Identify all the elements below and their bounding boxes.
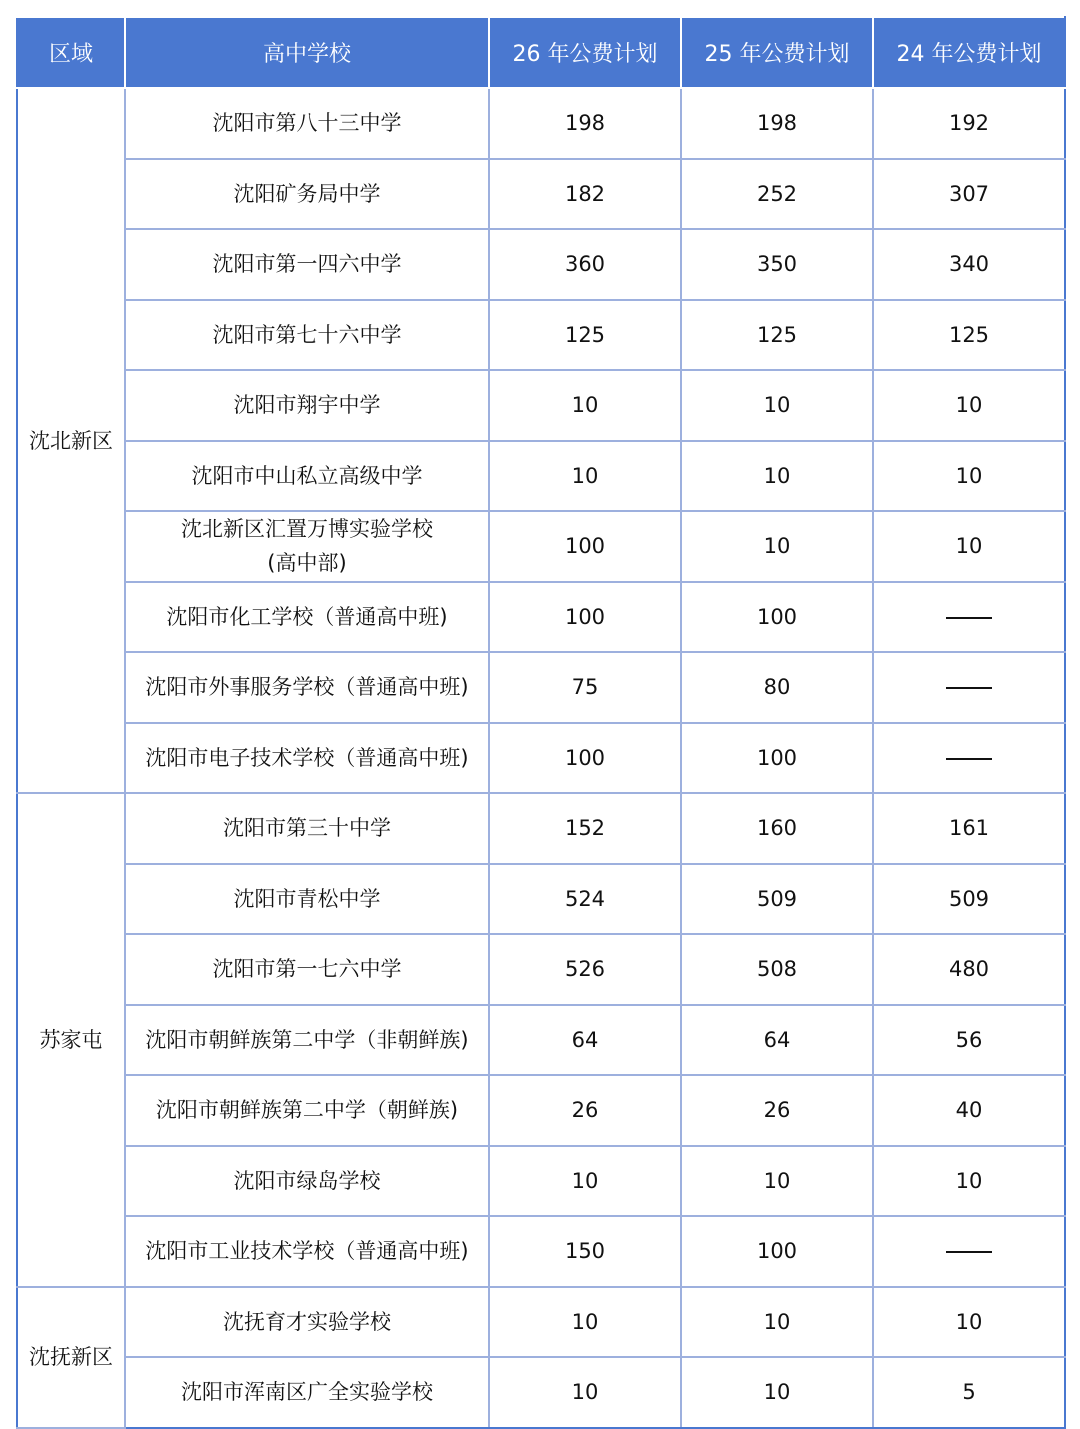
quota-y26-cell: 10 <box>489 441 681 512</box>
quota-y26-cell: 64 <box>489 1005 681 1076</box>
quota-y25-cell: 10 <box>681 441 873 512</box>
quota-y25-cell: 26 <box>681 1075 873 1146</box>
header-region: 区域 <box>17 17 125 88</box>
quota-y26-cell: 182 <box>489 159 681 230</box>
school-name-cell: 沈北新区汇置万博实验学校 (高中部) <box>125 511 489 582</box>
table-row <box>17 723 1065 794</box>
quota-y26-cell: 10 <box>489 1146 681 1217</box>
table-row <box>17 1287 1065 1358</box>
school-name-cell: 沈阳市翔宇中学 <box>125 370 489 441</box>
school-name-cell: 沈阳市第三十中学 <box>125 793 489 864</box>
quota-y25-cell: 100 <box>681 1216 873 1287</box>
table-row <box>17 1075 1065 1146</box>
not-applicable-cell <box>873 582 1065 653</box>
table-row <box>17 300 1065 371</box>
table-row <box>17 793 1065 864</box>
table-row <box>17 370 1065 441</box>
quota-y25-cell: 10 <box>681 370 873 441</box>
school-name-cell: 沈阳市第一四六中学 <box>125 229 489 300</box>
table-row <box>17 159 1065 230</box>
table-row <box>17 652 1065 723</box>
dash-line <box>946 1251 992 1253</box>
quota-y24-cell: 192 <box>873 88 1065 159</box>
quota-y26-cell: 10 <box>489 370 681 441</box>
table-row <box>17 934 1065 1005</box>
table-row <box>17 1357 1065 1428</box>
school-name-cell: 沈阳矿务局中学 <box>125 159 489 230</box>
quota-y26-cell: 150 <box>489 1216 681 1287</box>
school-name-cell: 沈阳市朝鲜族第二中学（非朝鲜族) <box>125 1005 489 1076</box>
header-plan-26: 26 年公费计划 <box>489 17 681 88</box>
quota-y26-cell: 526 <box>489 934 681 1005</box>
table-row <box>17 864 1065 935</box>
quota-y25-cell: 10 <box>681 511 873 582</box>
quota-y24-cell: 10 <box>873 1146 1065 1217</box>
school-name-cell: 沈阳市青松中学 <box>125 864 489 935</box>
table-row <box>17 1146 1065 1217</box>
quota-y26-cell: 26 <box>489 1075 681 1146</box>
school-name-cell: 沈阳市绿岛学校 <box>125 1146 489 1217</box>
quota-y26-cell: 198 <box>489 88 681 159</box>
quota-y25-cell: 350 <box>681 229 873 300</box>
table-header <box>17 17 1065 88</box>
school-name-cell: 沈阳市电子技术学校（普通高中班) <box>125 723 489 794</box>
header-plan-25: 25 年公费计划 <box>681 17 873 88</box>
quota-y26-cell: 100 <box>489 582 681 653</box>
quota-y24-cell: 307 <box>873 159 1065 230</box>
table-row <box>17 511 1065 582</box>
quota-y25-cell: 10 <box>681 1287 873 1358</box>
school-name-cell: 沈阳市第一七六中学 <box>125 934 489 1005</box>
quota-y26-cell: 125 <box>489 300 681 371</box>
dash-line <box>946 687 992 689</box>
header-plan-24: 24 年公费计划 <box>873 17 1065 88</box>
quota-y25-cell: 10 <box>681 1357 873 1428</box>
dash-line <box>946 617 992 619</box>
quota-y25-cell: 80 <box>681 652 873 723</box>
quota-y26-cell: 10 <box>489 1357 681 1428</box>
quota-y25-cell: 252 <box>681 159 873 230</box>
table-row <box>17 441 1065 512</box>
school-name-cell: 沈阳市浑南区广全实验学校 <box>125 1357 489 1428</box>
school-name-cell: 沈阳市朝鲜族第二中学（朝鲜族) <box>125 1075 489 1146</box>
quota-y25-cell: 125 <box>681 300 873 371</box>
school-name-cell: 沈阳市外事服务学校（普通高中班) <box>125 652 489 723</box>
public-quota-table <box>16 16 1066 1429</box>
table-row <box>17 88 1065 159</box>
region-cell: 沈北新区 <box>17 88 125 793</box>
quota-y25-cell: 64 <box>681 1005 873 1076</box>
quota-y24-cell: 125 <box>873 300 1065 371</box>
region-cell: 沈抚新区 <box>17 1287 125 1428</box>
header-row <box>17 17 1065 88</box>
quota-y25-cell: 198 <box>681 88 873 159</box>
quota-y24-cell: 10 <box>873 441 1065 512</box>
quota-y24-cell: 10 <box>873 370 1065 441</box>
table-row <box>17 1216 1065 1287</box>
quota-y26-cell: 100 <box>489 723 681 794</box>
quota-y26-cell: 10 <box>489 1287 681 1358</box>
quota-y24-cell: 5 <box>873 1357 1065 1428</box>
quota-y24-cell: 56 <box>873 1005 1065 1076</box>
quota-y25-cell: 509 <box>681 864 873 935</box>
quota-y26-cell: 100 <box>489 511 681 582</box>
quota-y26-cell: 524 <box>489 864 681 935</box>
not-applicable-cell <box>873 1216 1065 1287</box>
table-row <box>17 582 1065 653</box>
header-school: 高中学校 <box>125 17 489 88</box>
quota-y26-cell: 75 <box>489 652 681 723</box>
region-cell: 苏家屯 <box>17 793 125 1287</box>
quota-y26-cell: 360 <box>489 229 681 300</box>
quota-y24-cell: 40 <box>873 1075 1065 1146</box>
not-applicable-cell <box>873 723 1065 794</box>
table-row <box>17 1005 1065 1076</box>
quota-y24-cell: 10 <box>873 511 1065 582</box>
school-name-cell: 沈抚育才实验学校 <box>125 1287 489 1358</box>
quota-y25-cell: 160 <box>681 793 873 864</box>
school-name-cell: 沈阳市化工学校（普通高中班) <box>125 582 489 653</box>
quota-y25-cell: 508 <box>681 934 873 1005</box>
quota-y24-cell: 161 <box>873 793 1065 864</box>
not-applicable-cell <box>873 652 1065 723</box>
quota-y26-cell: 152 <box>489 793 681 864</box>
table-body <box>17 88 1065 1428</box>
quota-y24-cell: 340 <box>873 229 1065 300</box>
school-name-cell: 沈阳市中山私立高级中学 <box>125 441 489 512</box>
quota-y25-cell: 10 <box>681 1146 873 1217</box>
dash-line <box>946 758 992 760</box>
table-row <box>17 229 1065 300</box>
quota-y24-cell: 10 <box>873 1287 1065 1358</box>
school-name-cell: 沈阳市工业技术学校（普通高中班) <box>125 1216 489 1287</box>
quota-y24-cell: 480 <box>873 934 1065 1005</box>
quota-y25-cell: 100 <box>681 582 873 653</box>
school-name-cell: 沈阳市第七十六中学 <box>125 300 489 371</box>
quota-y24-cell: 509 <box>873 864 1065 935</box>
school-name-cell: 沈阳市第八十三中学 <box>125 88 489 159</box>
quota-y25-cell: 100 <box>681 723 873 794</box>
